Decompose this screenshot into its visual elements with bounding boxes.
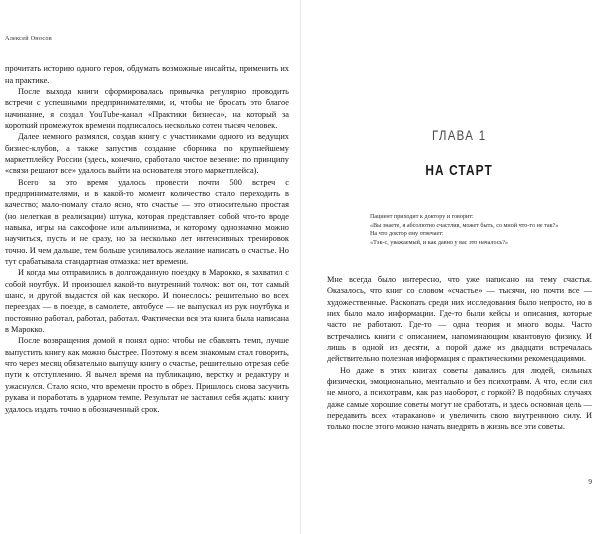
epigraph-line: Пациент приходит к доктору и говорит: <box>370 214 474 220</box>
chapter-title: НА СТАРТ <box>425 163 494 179</box>
chapter-opener <box>327 127 592 180</box>
epigraph-line: На что доктор ему отвечает: <box>370 231 444 237</box>
left-page-body <box>5 63 289 415</box>
chapter-number: ГЛАВА 1 <box>432 127 487 143</box>
running-head-author: Алексей Оносов <box>5 35 52 42</box>
paragraph: Далее немного размялся, создав книгу с участниками одного из ведущих бизнес-клубов, а также запустив создание сборника по крупнейшему маркетплейсу России (здесь, конечно, сработало чистое везение: по принципу «связи решают все» удалось выйти на основателя этого маркетплейса). <box>5 132 289 176</box>
epigraph-line: «Тэк-с, уважаемый, и как давно у вас это началось?» <box>370 239 509 246</box>
chapter-epigraph <box>370 213 586 247</box>
paragraph: Но даже в этих книгах советы давались для людей, сильных физически, эмоционально, ментально и без психотравм. А что, если сил не много, а психотравм, как раз наоборот, с горкой? В подобных случаях даже самые хорошие советы могут не сработать, и здесь основная цель — передавить всех «тараканов» и увеличить свою внутреннюю силу. И только после этого можно начать внедрять в жизнь все эти советы. <box>327 365 592 432</box>
paragraph: Всего за это время удалось провести почти 500 встреч с предпринимателями, и в какой-то момент количество стало переходить в качество; мало-помалу стало ясно, что счастье — это относительно простая (но нелегкая в реализации) штука, которая представляет собой что-то вроде навыка, игры на саксофоне или альпинизма, и которому однозначно можно научиться, пусть и не сразу, но за несколько лет интенсивных тренировок точно. И чем дальше, тем больше усиливалось желание написать о счастье. Но тут срабатывала стандартная отмазка: нет времени. <box>5 177 289 267</box>
right-page-body <box>327 274 592 433</box>
epigraph-line: «Вы знаете, я абсолютно счастлив, может быть, со мной что-то не так?» <box>370 222 559 229</box>
paragraph: После выхода книги сформировалась привычка регулярно проводить встречи с успешными предпринимателями, и, чтобы не бросать это благое начинание, я создал YouTube-канал «Практики бизнеса», на который за короткий промежуток времени подписалось несколько сотен тысяч человек. <box>5 86 289 130</box>
paragraph: После возвращения домой я понял одно: чтобы не сбавлять темп, лучше выпустить книгу как можно быстрее. Поэтому я всем знакомым стал говорить, что через месяц обязательно выпущу книгу о счастье, решительно отрезая себе пути к отступлению. Я вычел время на публикацию, верстку и редактуру и ужаснулся. Стало ясно, что времени просто в обрез. Пришлось снова засучить рукава и поработать в ударном темпе. Результат не заставил себя ждать: книгу удалось издать точно в обозначенный срок. <box>5 336 289 414</box>
page-number: 9 <box>588 477 592 486</box>
chapter-number-wrap <box>327 127 592 145</box>
right-page <box>300 0 600 534</box>
chapter-title-wrap <box>327 145 592 180</box>
paragraph: И когда мы отправились в долгожданную поездку в Марокко, я захватил с собой ноутбук. И произошел какой-то внутренний толчок: вот он, тот самый шанс, и другой выдастся ой как нескоро. И понеслось: решительно во всех переездах — в поезде, в самолете, автобусе — не выпускал из рук ноутбука и постоянно работал, работал, работал. Фактически вся эта книга была написана в Марокко. <box>5 268 289 335</box>
paragraph: прочитать историю одного героя, обдумать возможные инсайты, применить их на практике. <box>5 64 289 85</box>
paragraph: Мне всегда было интересно, что уже написано на тему счастья. Оказалось, что книг со словом «счастье» — тысячи, но почти все — художественные. Раскопать среди них исследования было непросто, но в них было мало информации. Где-то были кейсы и описания, которые часто не работают. Где-то — одна теория и много воды. Часто встречались книги с описанием, напоминающим квантовую физику. И лишь в одной из десяти, а порой даже из двадцати встречалась действительно полезная информация с практическими рекомендациями. <box>327 275 592 364</box>
